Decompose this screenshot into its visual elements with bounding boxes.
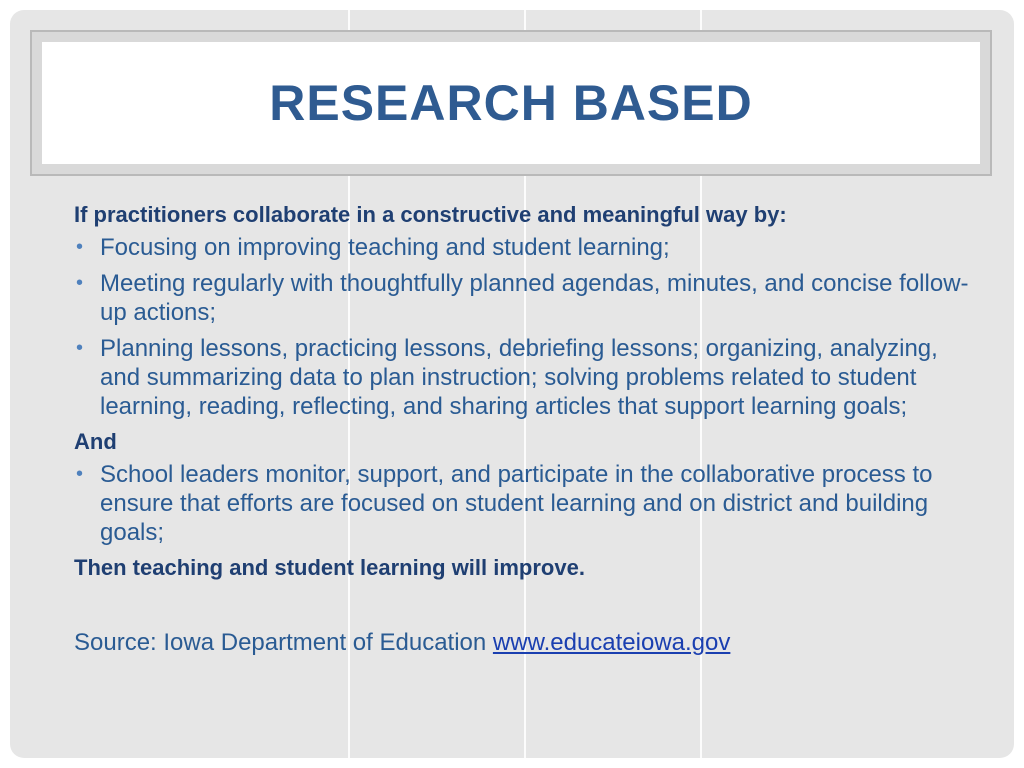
bullet-icon: • (76, 272, 84, 294)
bullet-text: Focusing on improving teaching and student learning; (100, 234, 670, 261)
bullet-text: School leaders monitor, support, and participate in the collaborative process to ensure that efforts are focused on student learning and on district and building goals; (100, 461, 933, 546)
title-frame (30, 30, 992, 176)
source-link[interactable]: www.educateiowa.gov (492, 629, 731, 656)
bullet-list-2 (74, 460, 974, 547)
bullet-icon: • (76, 463, 84, 485)
slide-content (74, 201, 974, 657)
list-item (74, 233, 974, 262)
title-box (42, 42, 980, 164)
list-item (74, 460, 974, 547)
connector-text: And (74, 429, 117, 454)
bullet-icon: • (76, 236, 84, 258)
list-item (74, 269, 974, 327)
bullet-text: Meeting regularly with thoughtfully planned agendas, minutes, and concise follow-up actions; (100, 270, 969, 326)
bullet-text: Planning lessons, practicing lessons, debriefing lessons; organizing, analyzing, and summarizing data to plan instruction; solving problems related to student learning, reading, reflecting, and sharing articles that support learning goals; (100, 335, 938, 420)
bullet-list (74, 233, 974, 421)
bullet-icon: • (76, 337, 84, 359)
intro-text: If practitioners collaborate in a constructive and meaningful way by: (74, 202, 787, 227)
source-line (74, 628, 974, 657)
list-item (74, 334, 974, 421)
source-prefix: Source: Iowa Department of Education (74, 629, 493, 656)
slide-title: RESEARCH BASED (269, 75, 753, 131)
conclusion-text: Then teaching and student learning will improve. (74, 555, 585, 580)
slide (10, 10, 1014, 758)
